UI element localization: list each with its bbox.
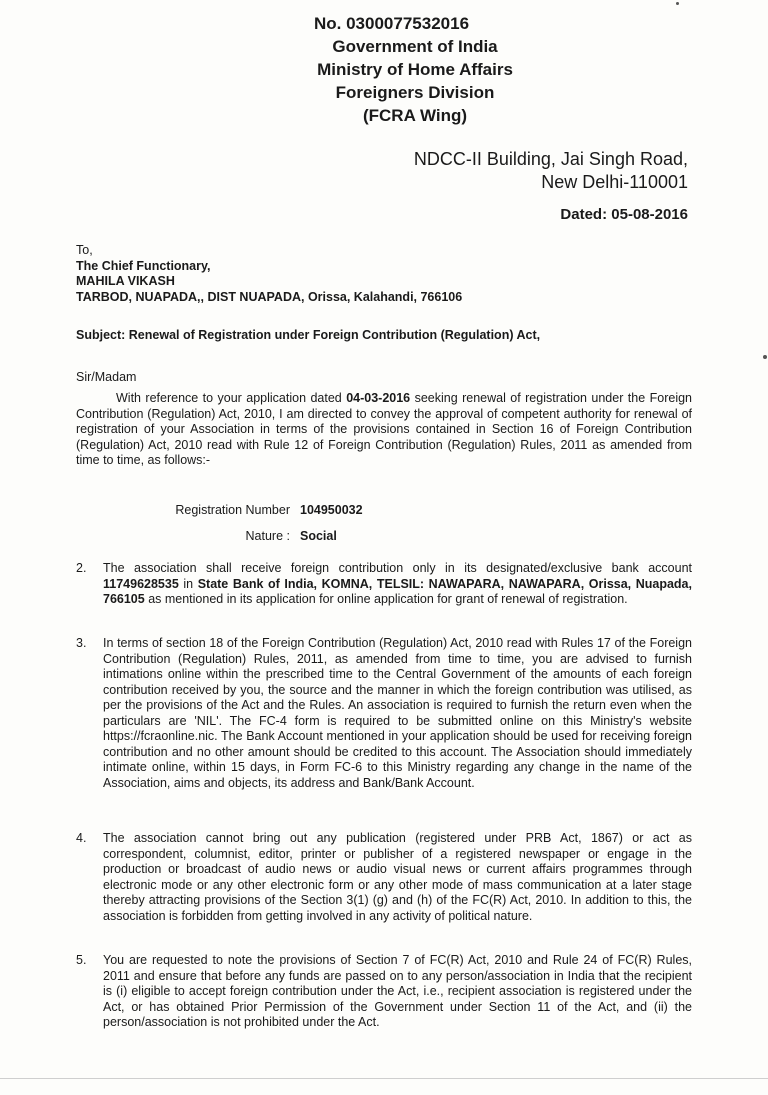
recipient-to: To, xyxy=(76,243,93,257)
salutation: Sir/Madam xyxy=(76,370,137,384)
registration-number-label: Registration Number xyxy=(175,503,290,517)
condition-item-3 xyxy=(76,636,692,791)
item-text: You are requested to note the provisions of Section 7 of FC(R) Act, 2010 and Rule 24 of FC(R) Rules, 2011 and ensure that before any funds are passed on to any person/association in India that the recipient is (i) eligible to accept foreign contribution under the Act, i.e., recipient association is registered under the Act, or has obtained Prior Permission of the Government under Section 11 of the Act, and (ii) the person/association is not prohibited under the Act. xyxy=(103,953,692,1029)
recipient-title: The Chief Functionary, xyxy=(76,258,211,273)
item-text: The association cannot bring out any publication (registered under PRB Act, 1867) or act as correspondent, columnist, editor, printer or publisher of a registered newspaper or engage in the production or broadcast of audio news or audio visual news or current affairs programmes through electronic mode or any other electronic form or any other mode of mass communication at a later stage thereby attracting provisions of the Section 3(1) (g) and (h) of the FC(R) Act, 2010. In addition to this, the association is forbidden from getting involved in any activity of political nature. xyxy=(103,831,692,923)
condition-item-5 xyxy=(76,953,692,1031)
item-number: 5. xyxy=(76,953,87,967)
office-address-line1: NDCC-II Building, Jai Singh Road, xyxy=(413,149,688,169)
recipient-address: TARBOD, NUAPADA,, DIST NUAPADA, Orissa, Kalahandi, 766106 xyxy=(76,289,463,304)
office-address xyxy=(414,148,688,194)
item-number: 2. xyxy=(76,561,87,575)
condition-item-4 xyxy=(76,831,692,924)
intro-paragraph xyxy=(76,391,692,469)
letterhead-line-government: Government of India xyxy=(332,37,498,56)
application-date: 04-03-2016 xyxy=(346,391,411,405)
intro-text-after: seeking renewal of registration under the Foreign Contribution (Regulation) Act, 2010, I am directed to convey the approval of competent authority for renewal of registration of your Association in terms of the provisions contained in Section 16 of Foreign Contribution (Regulation) Act, 2010 read with Rule 12 of Foreign Contribution (Regulation) Rules, 2011 as amended from time to time, as follows:- xyxy=(76,391,692,467)
letterhead-line-division: Foreigners Division xyxy=(335,83,495,102)
condition-item-2 xyxy=(76,561,692,608)
item-text: In terms of section 18 of the Foreign Contribution (Regulation) Act, 2010 read with Rules 17 of the Foreign Contribution (Regulation) Rules, 2011, as amended from time to time, you are advised to furnish intimations online within the prescribed time to the Central Government of the amounts of each foreign contribution received by you, the source and the manner in which the foreign contribution was utilised, as per the provisions of the Act and the Rules. An association is required to furnish the return even when the particulars are 'NIL'. The FC-4 form is required to be submitted online on this Ministry's website https://fcraonline.nic. The Bank Account mentioned in your application should be used for receiving foreign contribution and no other amount should be credited to this account. The Association should immediately intimate online, within 15 days, in Form FC-6 to this Ministry regarding any change in the name of the Association, aims and objects, its address and Bank/Bank Account. xyxy=(103,636,692,790)
letterhead-line-ministry: Ministry of Home Affairs xyxy=(317,60,513,79)
recipient-block xyxy=(76,243,462,305)
nature-label: Nature : xyxy=(245,529,290,543)
bank-details: State Bank of India, KOMNA, TELSIL: NAWAPARA, NAWAPARA, Orissa, Nuapada, 766105 xyxy=(103,576,692,606)
item-text xyxy=(103,561,692,608)
intro-text-before: With reference to your application dated xyxy=(116,391,347,405)
letter-date: Dated: 05-08-2016 xyxy=(560,206,688,223)
item-number: 3. xyxy=(76,636,87,650)
scan-speck xyxy=(676,2,679,5)
scan-speck xyxy=(763,355,767,359)
registration-number: 104950032 xyxy=(300,503,363,517)
item-2-text-pre: The association shall receive foreign contribution only in its designated/exclusive bank account xyxy=(103,561,692,575)
office-address-line2: New Delhi-110001 xyxy=(541,172,688,192)
item-2-text-mid: in xyxy=(178,576,198,591)
bank-account-number: 11749628535 xyxy=(103,576,179,591)
letterhead-line-wing: (FCRA Wing) xyxy=(362,106,468,125)
subject-line: Subject: Renewal of Registration under Foreign Contribution (Regulation) Act, xyxy=(76,328,541,342)
recipient-org: MAHILA VIKASH xyxy=(76,274,175,288)
nature-value: Social xyxy=(300,529,337,543)
reference-number: No. 0300077532016 xyxy=(314,14,470,33)
registration-details xyxy=(158,497,363,549)
item-number: 4. xyxy=(76,831,87,845)
bottom-divider xyxy=(0,1078,768,1079)
item-2-text-post: as mentioned in its application for online application for grant of renewal of registration. xyxy=(144,592,628,606)
letterhead xyxy=(300,12,530,127)
